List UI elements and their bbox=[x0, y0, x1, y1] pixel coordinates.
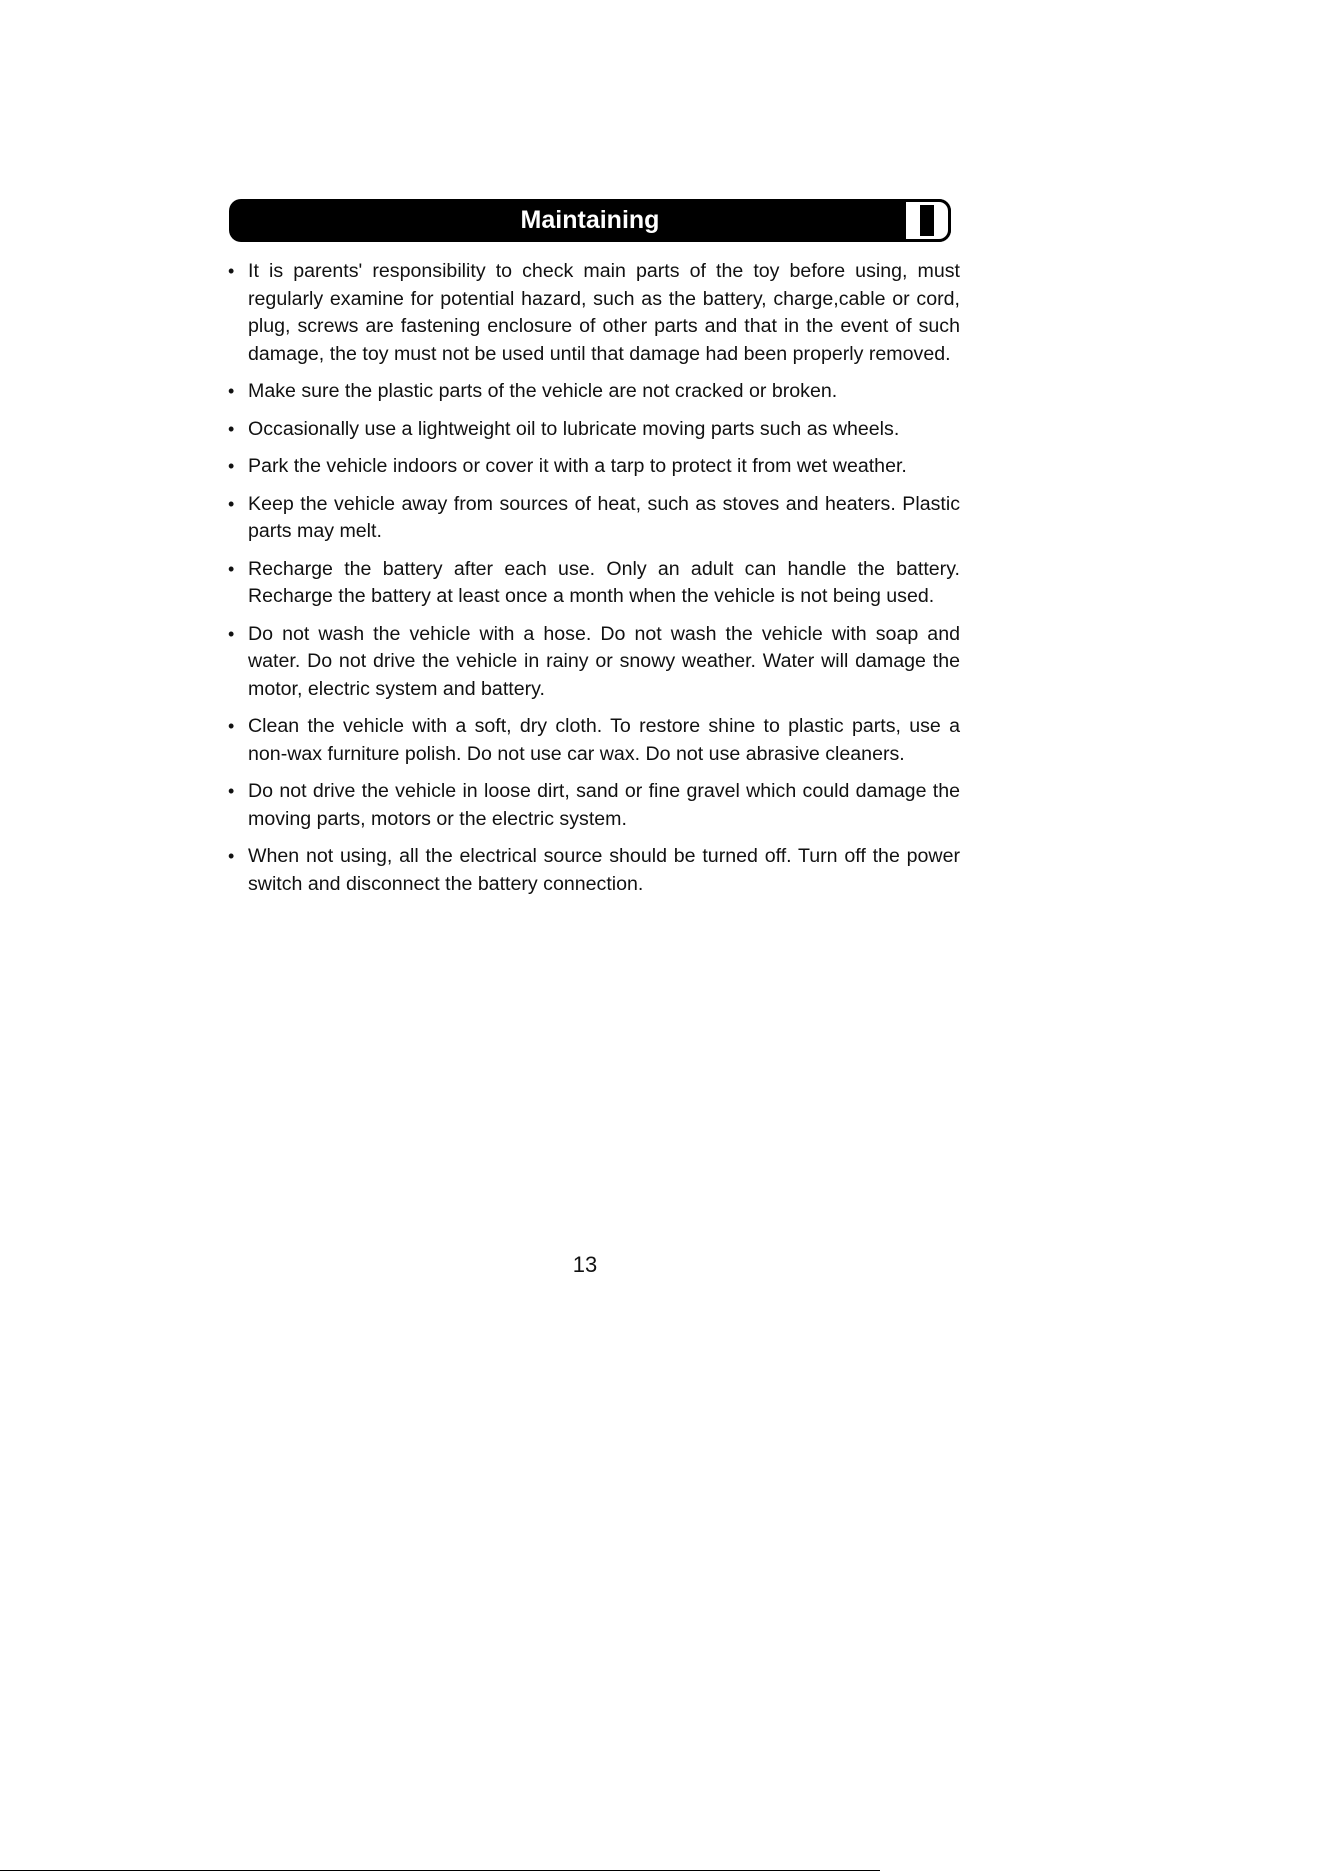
bullet-icon: • bbox=[228, 418, 235, 439]
list-item bbox=[222, 416, 960, 444]
list-item-text: Recharge the battery after each use. Only an adult can handle the battery. Recharge the battery at least once a month when the vehicle is not being used. bbox=[248, 557, 960, 607]
list-item-text: When not using, all the electrical source should be turned off. Turn off the power switch and disconnect the battery connection. bbox=[248, 845, 960, 895]
list-item bbox=[222, 491, 960, 546]
list-item-text: Park the vehicle indoors or cover it with a tarp to protect it from wet weather. bbox=[248, 455, 907, 477]
list-item bbox=[222, 556, 960, 611]
bullet-icon: • bbox=[228, 381, 235, 401]
section-tab bbox=[906, 199, 951, 242]
bullet-icon: • bbox=[228, 846, 235, 866]
bullet-icon: • bbox=[228, 261, 235, 281]
list-item-text: Do not wash the vehicle with a hose. Do not wash the vehicle with soap and water. Do not drive the vehicle in rainy or snowy weather. Water will damage the motor, electric system and battery. bbox=[248, 622, 960, 700]
list-item bbox=[222, 843, 960, 898]
bullet-icon: • bbox=[228, 716, 235, 736]
list-item-text: It is parents' responsibility to check main parts of the toy before using, must regularly examine for potential hazard, such as the battery, charge,cable or cord, plug, screws are fastening enclosure of other parts and that in the event of such damage, the toy must not be used until that damage had been properly removed. bbox=[248, 260, 960, 365]
section-title: Maintaining bbox=[520, 206, 660, 234]
bullet-icon: • bbox=[228, 493, 235, 514]
list-item bbox=[222, 713, 960, 768]
section-header-bar bbox=[229, 199, 951, 242]
list-item bbox=[222, 778, 960, 833]
list-item bbox=[222, 378, 960, 406]
list-item-text: Do not drive the vehicle in loose dirt, sand or fine gravel which could damage the moving parts, motors or the electric system. bbox=[248, 780, 960, 830]
bullet-icon: • bbox=[228, 623, 235, 644]
page-number: 13 bbox=[572, 1252, 598, 1277]
list-item bbox=[222, 453, 960, 481]
bullet-icon: • bbox=[228, 558, 235, 579]
list-item-text: Make sure the plastic parts of the vehicle are not cracked or broken. bbox=[248, 380, 838, 402]
maintenance-list bbox=[222, 258, 960, 908]
bottom-rule bbox=[0, 1870, 880, 1871]
list-item bbox=[222, 258, 960, 368]
list-item-text: Clean the vehicle with a soft, dry cloth. To restore shine to plastic parts, use a non-wax furniture polish. Do not use car wax. Do not use abrasive cleaners. bbox=[248, 715, 960, 765]
list-item-text: Keep the vehicle away from sources of heat, such as stoves and heaters. Plastic parts may melt. bbox=[248, 492, 960, 542]
list-item bbox=[222, 621, 960, 704]
bullet-icon: • bbox=[228, 456, 235, 476]
bullet-icon: • bbox=[228, 781, 235, 801]
list-item-text: Occasionally use a lightweight oil to lubricate moving parts such as wheels. bbox=[248, 417, 900, 440]
section-tab-letter bbox=[920, 205, 934, 236]
